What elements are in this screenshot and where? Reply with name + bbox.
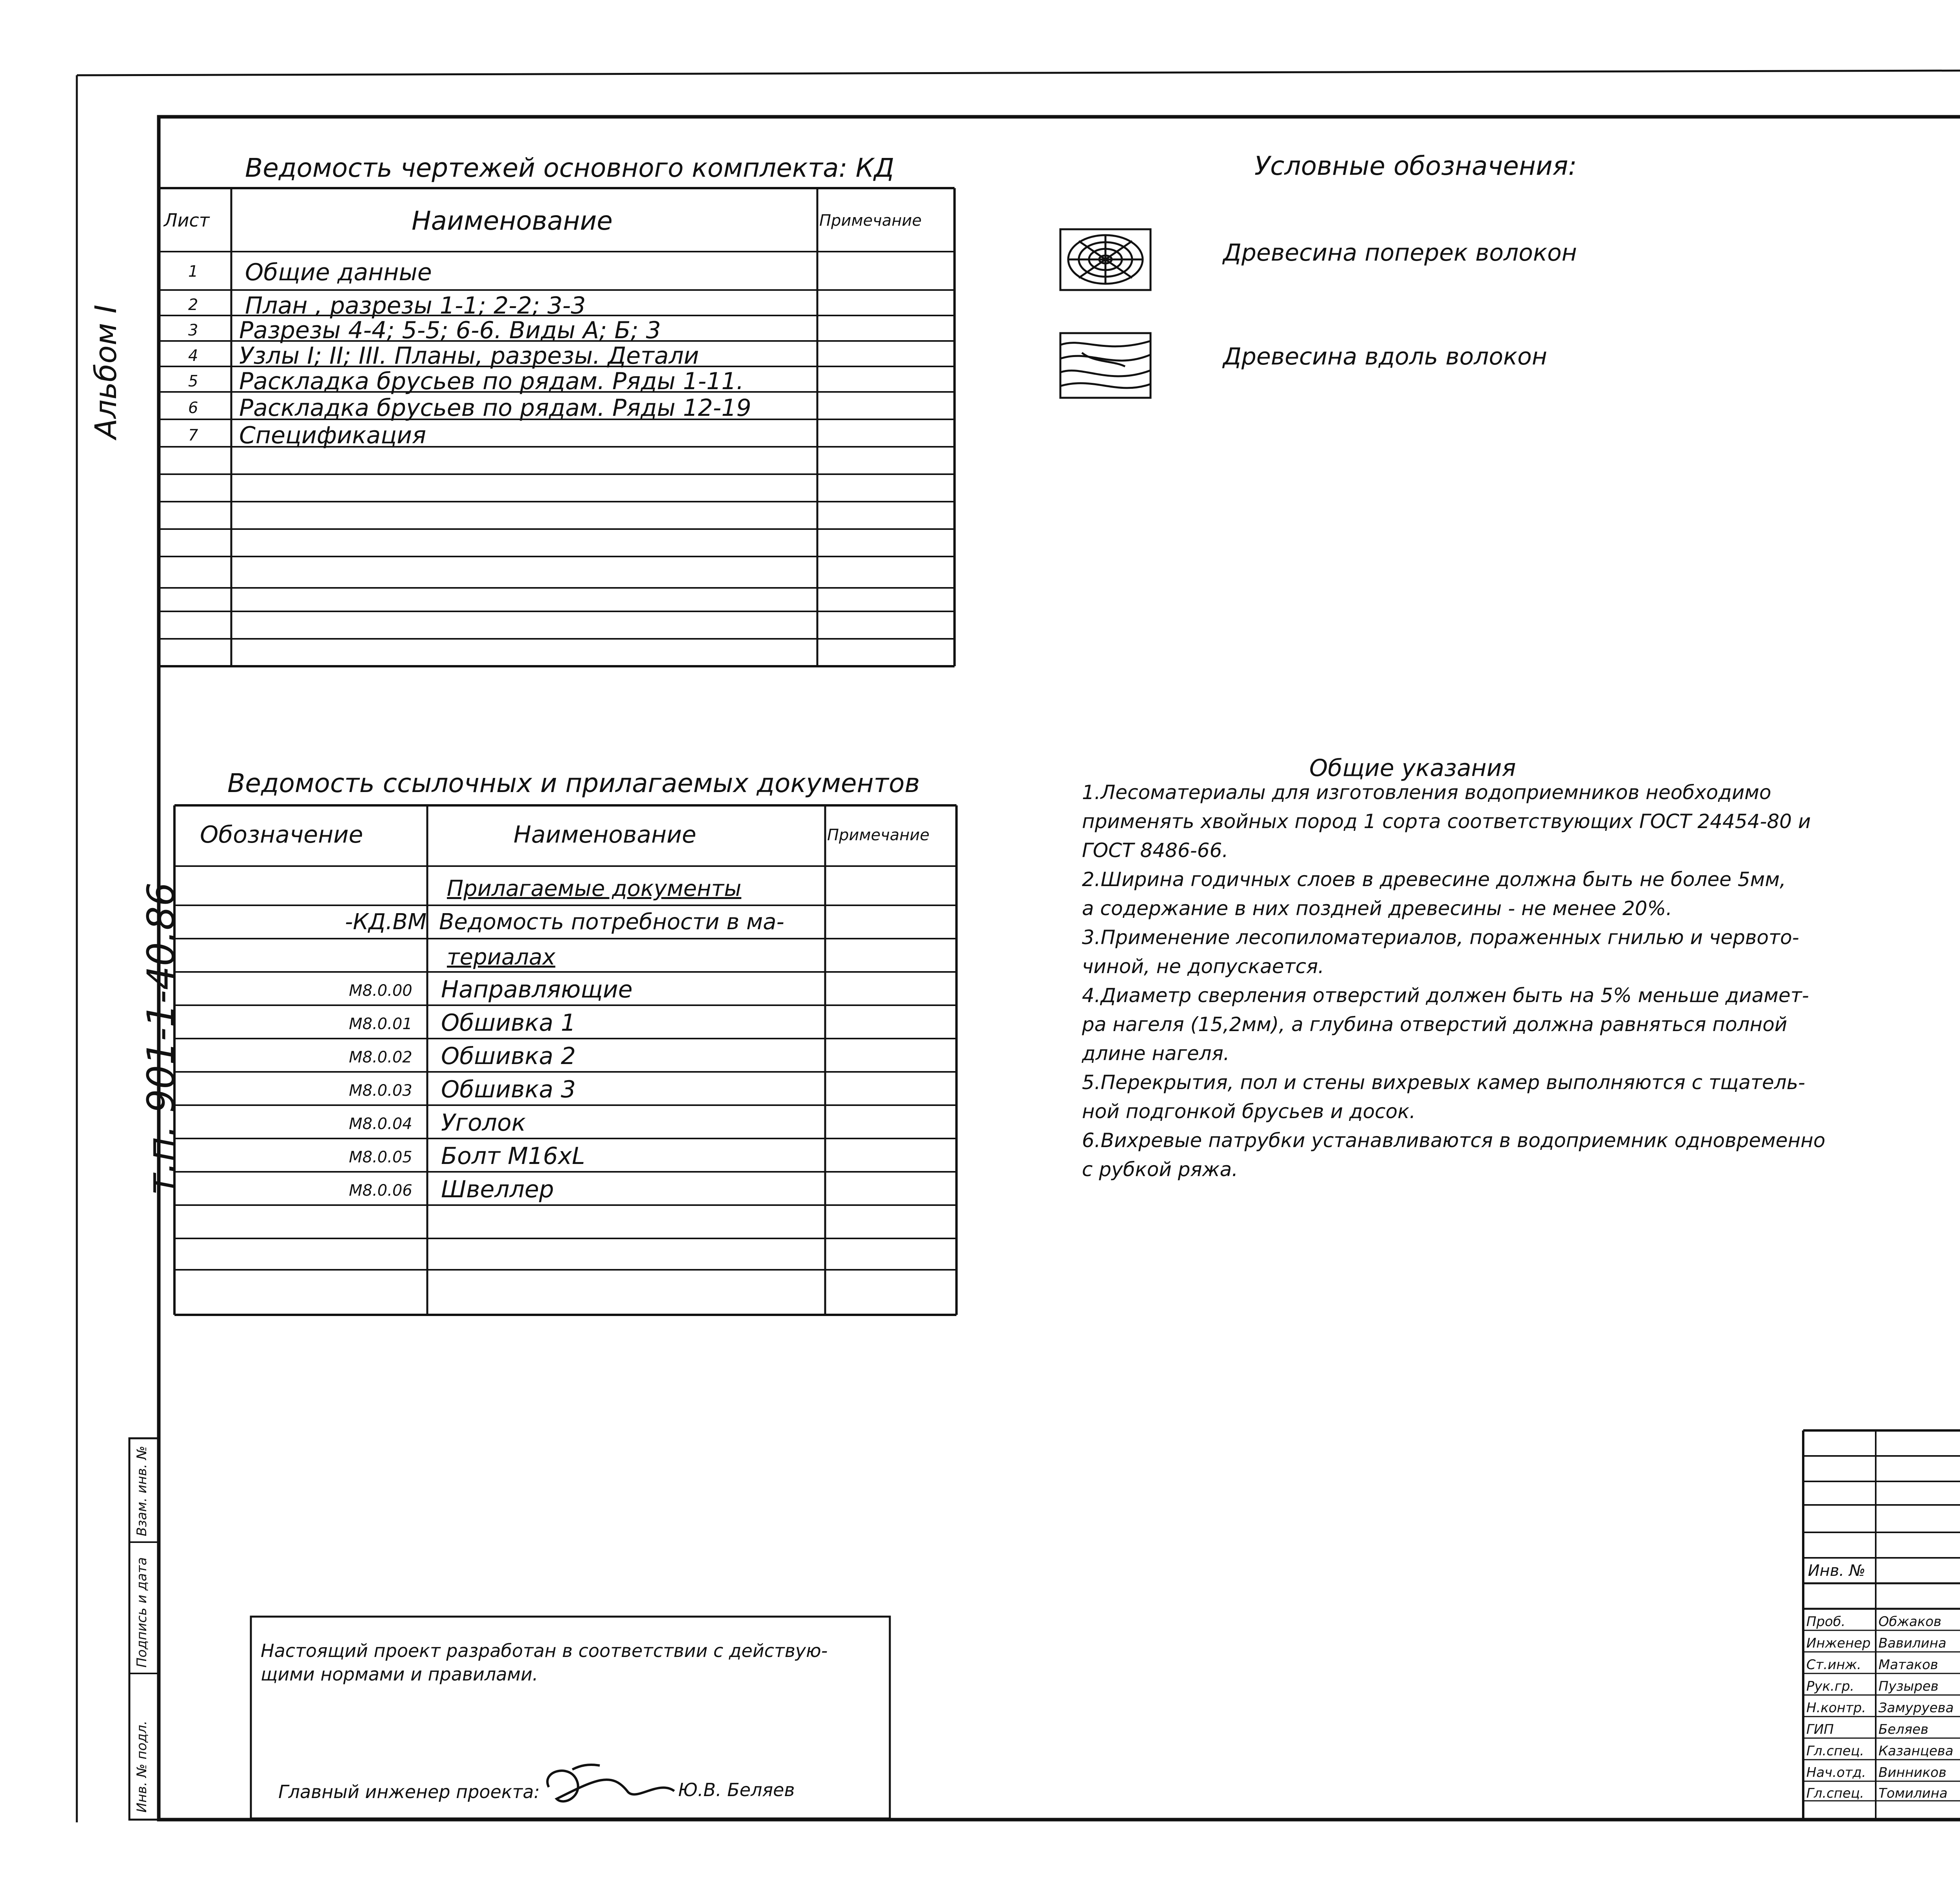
sign-name: Беляев [1878, 1722, 1929, 1737]
note-line: 2.Ширина годичных слоев в древесине должна быть не более 5мм, [1082, 868, 1786, 891]
sign-role: Гл.спец. [1806, 1743, 1864, 1759]
ref-row-name: Обшивка 2 [441, 1042, 576, 1070]
ref-row-name: Болт М16xL [441, 1142, 585, 1170]
sign-name: Обжаков [1878, 1614, 1942, 1630]
stamp-inv-no: Инв. № подл. [134, 1720, 150, 1813]
note-line: длине нагеля. [1082, 1042, 1230, 1065]
drawing-row-name: Общие данные [245, 259, 432, 286]
sign-name: Казанцева [1878, 1743, 1954, 1759]
note-line: 3.Применение лесопиломатериалов, пораженных гнилью и червото- [1082, 926, 1799, 949]
note-line: с рубкой ряжа. [1082, 1158, 1238, 1181]
note-line: 6.Вихревые патрубки устанавливаются в водоприемник одновременно [1082, 1129, 1826, 1152]
stamp-signature-date: Подпись и дата [134, 1557, 150, 1668]
drawing-row-num: 2 [188, 296, 198, 314]
chief-engineer-name: Ю.В. Беляев [678, 1779, 795, 1800]
inv-no-label: Инв. № [1808, 1562, 1866, 1580]
drawing-row-num: 7 [188, 426, 198, 444]
general-notes-title: Общие указания [1309, 754, 1516, 782]
ref-row-name: Уголок [441, 1109, 526, 1137]
sign-name: Вавилина [1878, 1635, 1947, 1651]
ref-row-name: териалах [447, 944, 555, 970]
chief-engineer-label: Главный инженер проекта: [278, 1781, 540, 1802]
drawing-row-num: 6 [188, 399, 198, 417]
note-line: ной подгонкой брусьев и досок. [1082, 1100, 1416, 1123]
note-line: а содержание в них поздней древесины - не менее 20%. [1082, 897, 1672, 920]
legend-item-along-grain: Древесина вдоль волокон [1223, 343, 1547, 370]
drawing-row-name: Раскладка брусьев по рядам. Ряды 1-11. [239, 368, 744, 395]
note-line: ра нагеля (15,2мм), а глубина отверстий должна равняться полной [1082, 1013, 1788, 1036]
col-header-note: Примечание [819, 212, 922, 230]
sign-name: Замуруева [1878, 1700, 1954, 1716]
col-header-name: Наименование [412, 206, 613, 236]
ref-row-name: Направляющие [441, 976, 633, 1003]
ref-subheader: Прилагаемые документы [447, 876, 742, 901]
drawings-list-title: Ведомость чертежей основного комплекта: КД [245, 153, 895, 183]
sign-role: Проб. [1806, 1614, 1846, 1630]
ref-row-code: М8.0.00 [349, 982, 412, 1000]
signature-mark [547, 1765, 674, 1801]
ref-col-header-code: Обозначение [200, 821, 363, 848]
ref-row-code: М8.0.01 [349, 1015, 412, 1033]
ref-row-name: Швеллер [441, 1176, 554, 1203]
note-line: ГОСТ 8486-66. [1082, 839, 1229, 862]
note-line: чиной, не допускается. [1082, 955, 1325, 978]
note-line: 4.Диаметр сверления отверстий должен быть на 5% меньше диамет- [1082, 984, 1809, 1007]
drawing-row-name: План , разрезы 1-1; 2-2; 3-3 [245, 292, 586, 319]
ref-row-code: М8.0.06 [349, 1182, 412, 1200]
drawing-row-name: Раскладка брусьев по рядам. Ряды 12-19 [239, 394, 751, 422]
note-line: 5.Перекрытия, пол и стены вихревых камер выполняются с тщатель- [1082, 1071, 1806, 1094]
album-label: Альбом I [88, 305, 123, 439]
legend-item-cross-grain: Древесина поперек волокон [1223, 239, 1577, 266]
references-list-title: Ведомость ссылочных и прилагаемых документов [227, 768, 920, 798]
sign-role: ГИП [1806, 1722, 1834, 1737]
compliance-line-2: щими нормами и правилами. [261, 1664, 538, 1685]
wood-along-grain-icon [1060, 333, 1151, 398]
legend-title: Условные обозначения: [1254, 151, 1577, 181]
ref-row-name: Обшивка 3 [441, 1076, 576, 1103]
drawing-row-name: Спецификация [239, 422, 426, 449]
drawing-row-num: 5 [188, 372, 198, 390]
ref-col-header-name: Наименование [514, 821, 697, 848]
drawing-row-name: Разрезы 4-4; 5-5; 6-6. Виды А; Б; 3 [239, 317, 661, 344]
ref-row-name: Обшивка 1 [441, 1009, 576, 1037]
drawing-row-num: 3 [188, 321, 198, 339]
ref-row-code: -КД.ВМ [345, 909, 427, 935]
sign-name: Винников [1878, 1765, 1947, 1780]
sign-role: Гл.спец. [1806, 1786, 1864, 1801]
note-line: 1.Лесоматериалы для изготовления водоприемников необходимо [1082, 781, 1771, 804]
drawing-row-num: 4 [188, 347, 198, 365]
sign-name: Матаков [1878, 1657, 1938, 1673]
ref-row-name: Ведомость потребности в ма- [439, 909, 784, 935]
ref-row-code: М8.0.03 [349, 1082, 412, 1100]
side-doc-code: т.п. 901-1-40.86 [139, 882, 183, 1195]
col-header-sheet: Лист [164, 210, 210, 231]
drawing-row-name: Узлы I; II; III. Планы, разрезы. Детали [239, 342, 699, 370]
sign-role: Нач.отд. [1806, 1765, 1866, 1780]
sign-role: Ст.инж. [1806, 1657, 1862, 1673]
compliance-line-1: Настоящий проект разработан в соответствии с действую- [261, 1640, 828, 1661]
sign-role: Н.контр. [1806, 1700, 1866, 1716]
ref-row-code: М8.0.02 [349, 1048, 412, 1066]
note-line: применять хвойных пород 1 сорта соответствующих ГОСТ 24454-80 и [1082, 810, 1811, 833]
wood-cross-grain-icon [1060, 229, 1151, 290]
sign-role: Инженер [1806, 1635, 1871, 1651]
drawing-row-num: 1 [188, 263, 198, 281]
sign-role: Рук.гр. [1806, 1679, 1855, 1694]
ref-row-code: М8.0.05 [349, 1148, 412, 1166]
sign-name: Томилина [1878, 1786, 1948, 1801]
ref-row-code: М8.0.04 [349, 1115, 412, 1133]
stamp-replace-inv: Взам. инв. № [134, 1446, 150, 1536]
sign-name: Пузырев [1878, 1679, 1939, 1694]
ref-col-header-note: Примечание [827, 826, 930, 844]
